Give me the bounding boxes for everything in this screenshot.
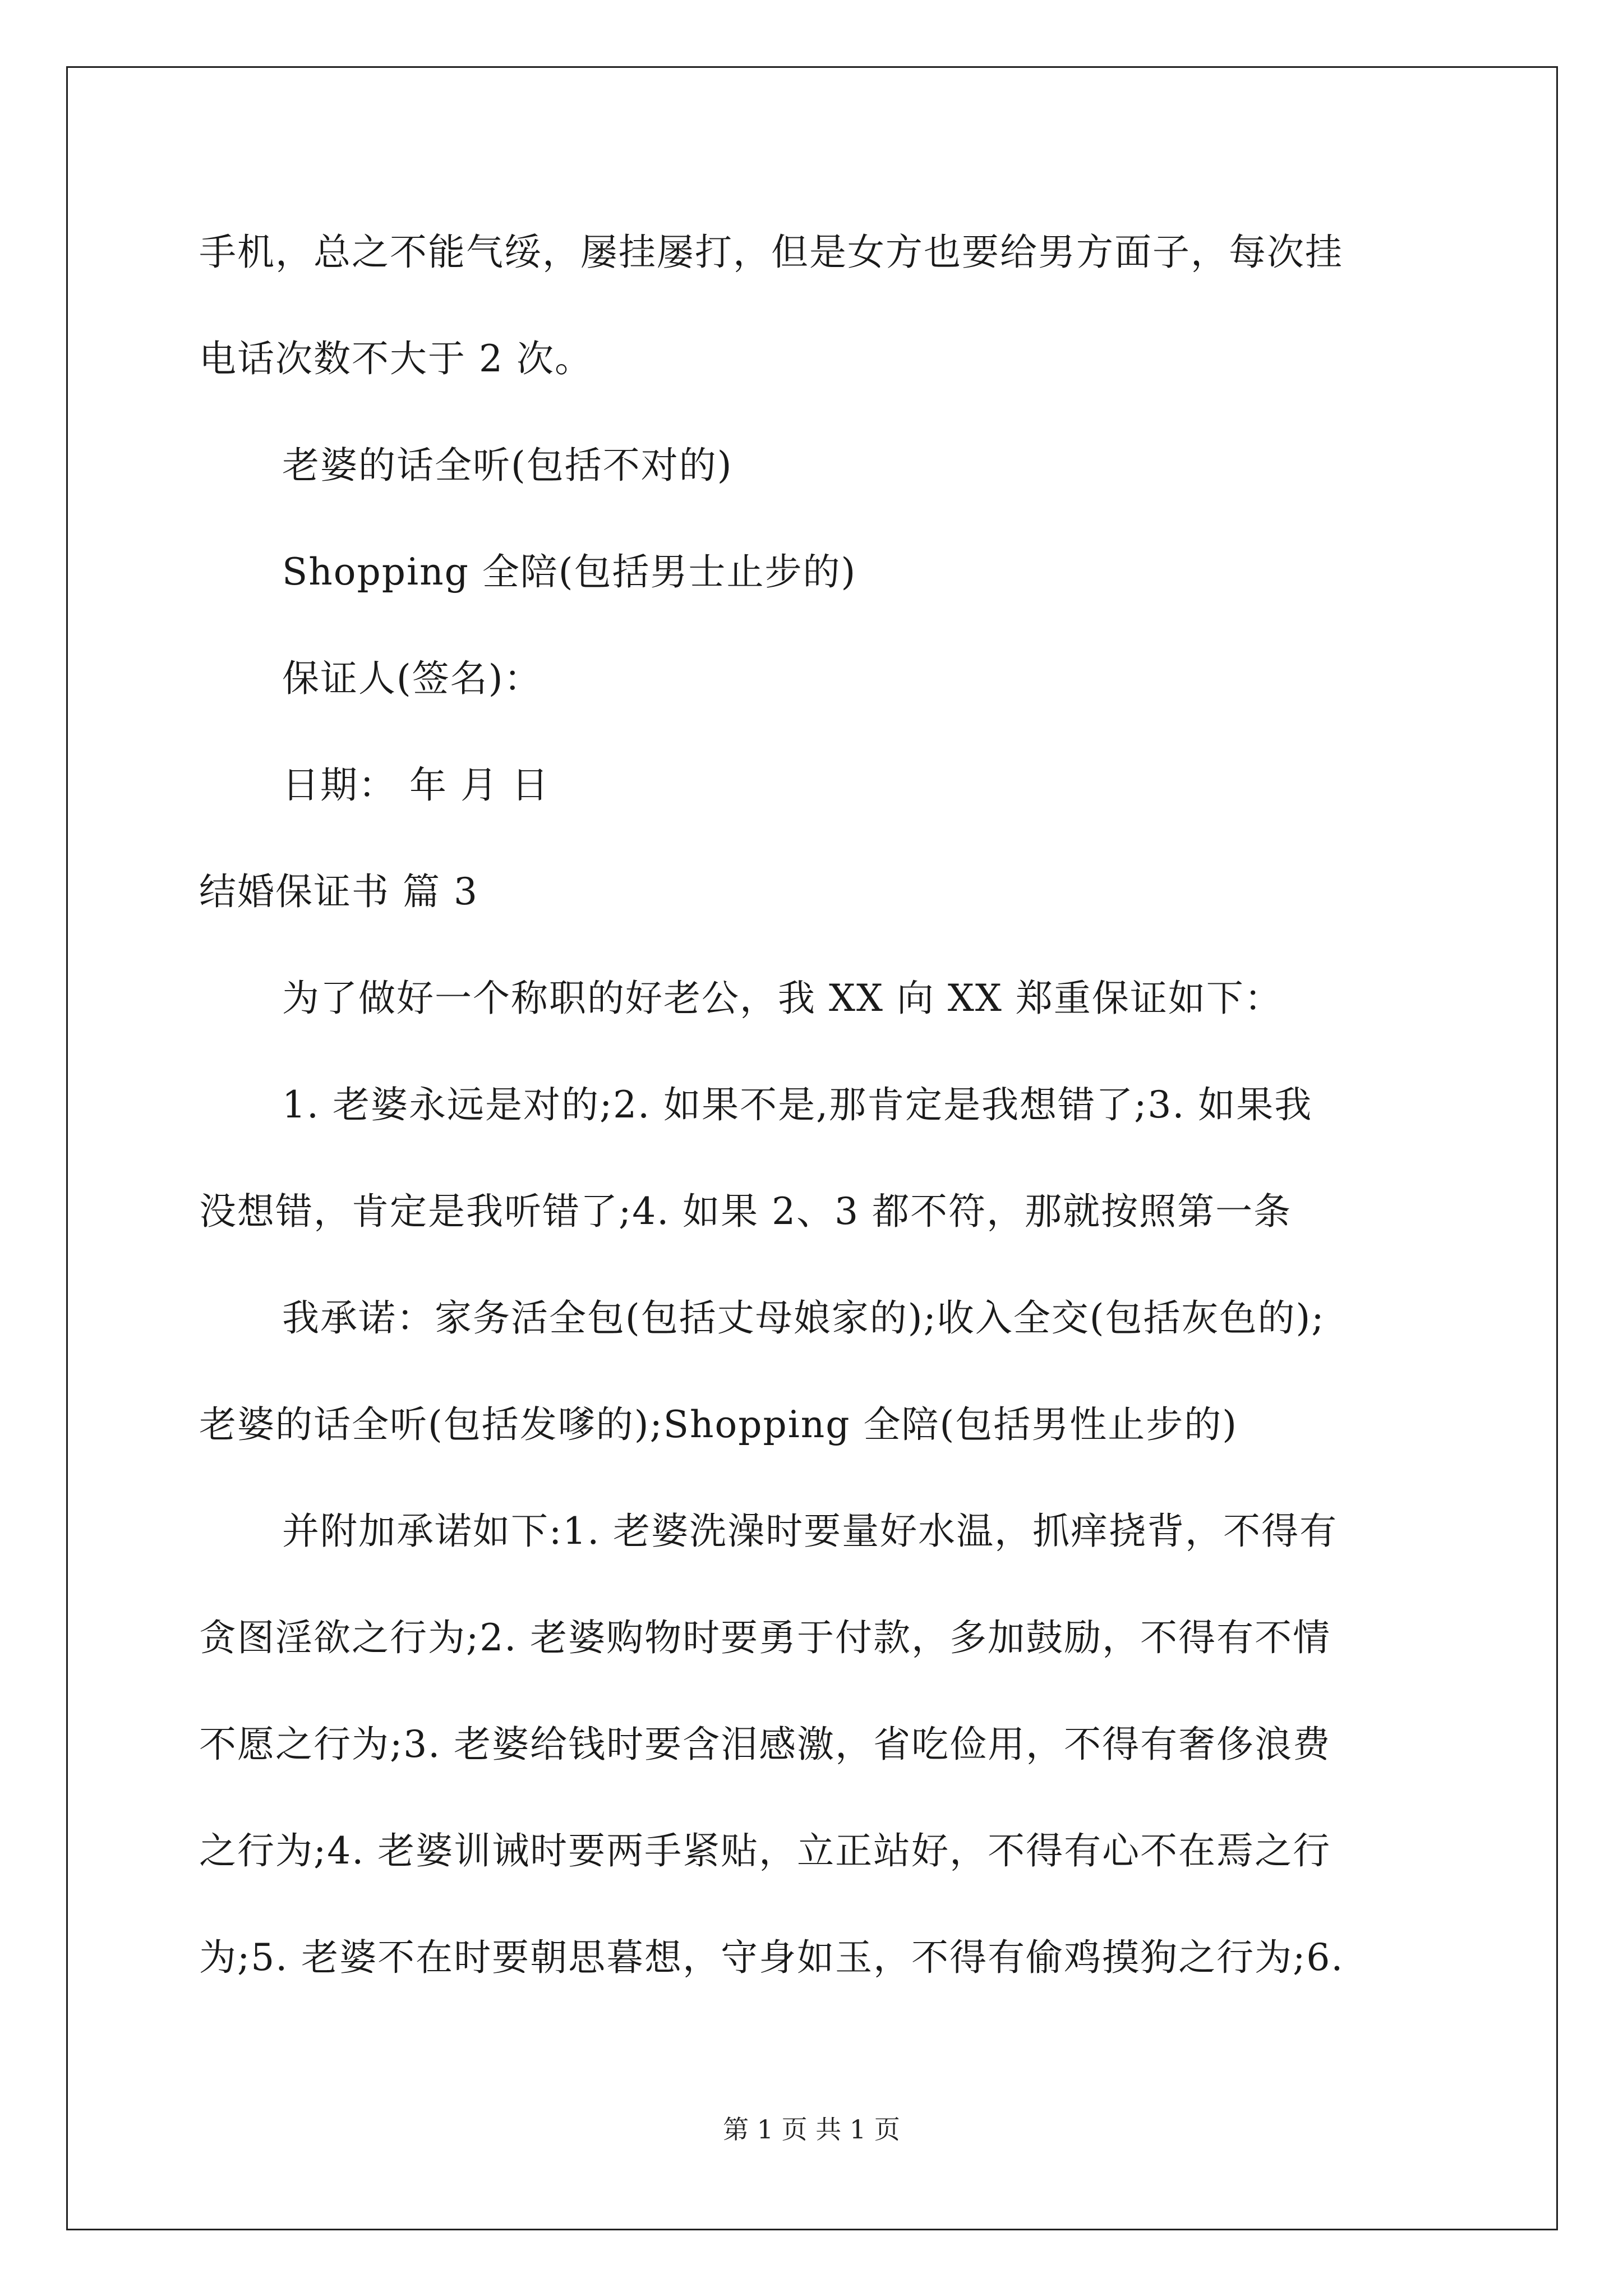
text-line: 1. 老婆永远是对的;2. 如果不是,那肯定是我想错了;3. 如果我 (282, 1083, 1313, 1126)
text-line: 为;5. 老婆不在时要朝思暮想，守身如玉，不得有偷鸡摸狗之行为;6. (199, 1936, 1344, 1979)
text-line: 我承诺：家务活全包(包括丈母娘家的);收入全交(包括灰色的); (282, 1296, 1325, 1340)
document-body (199, 199, 1455, 2011)
text-line: 贪图淫欲之行为;2. 老婆购物时要勇于付款，多加鼓励，不得有不情 (199, 1616, 1331, 1659)
text-line: Shopping 全陪(包括男士止步的) (282, 550, 857, 593)
signature-line: 保证人(签名)： (282, 657, 542, 700)
section-heading: 结婚保证书 篇 3 (199, 870, 478, 913)
page-number: 第 1 页 共 1 页 (723, 2114, 900, 2145)
text-line: 电话次数不大于 2 次。 (199, 337, 593, 380)
text-line: 之行为;4. 老婆训诫时要两手紧贴，立正站好，不得有心不在焉之行 (199, 1829, 1331, 1872)
date-line: 日期： 年 月 日 (282, 763, 550, 807)
text-line: 老婆的话全听(包括不对的) (282, 444, 733, 487)
text-line: 老婆的话全听(包括发嗲的);Shopping 全陪(包括男性止步的) (199, 1403, 1238, 1446)
text-line: 不愿之行为;3. 老婆给钱时要含泪感激，省吃俭用，不得有奢侈浪费 (199, 1723, 1331, 1766)
text-line: 为了做好一个称职的好老公，我 XX 向 XX 郑重保证如下： (282, 977, 1283, 1020)
text-line: 没想错，肯定是我听错了;4. 如果 2、3 都不符，那就按照第一条 (199, 1190, 1292, 1233)
text-line: 手机，总之不能气绥，屡挂屡打，但是女方也要给男方面子，每次挂 (199, 231, 1343, 274)
text-line: 并附加承诺如下:1. 老婆洗澡时要量好水温，抓痒挠背，不得有 (282, 1510, 1338, 1553)
